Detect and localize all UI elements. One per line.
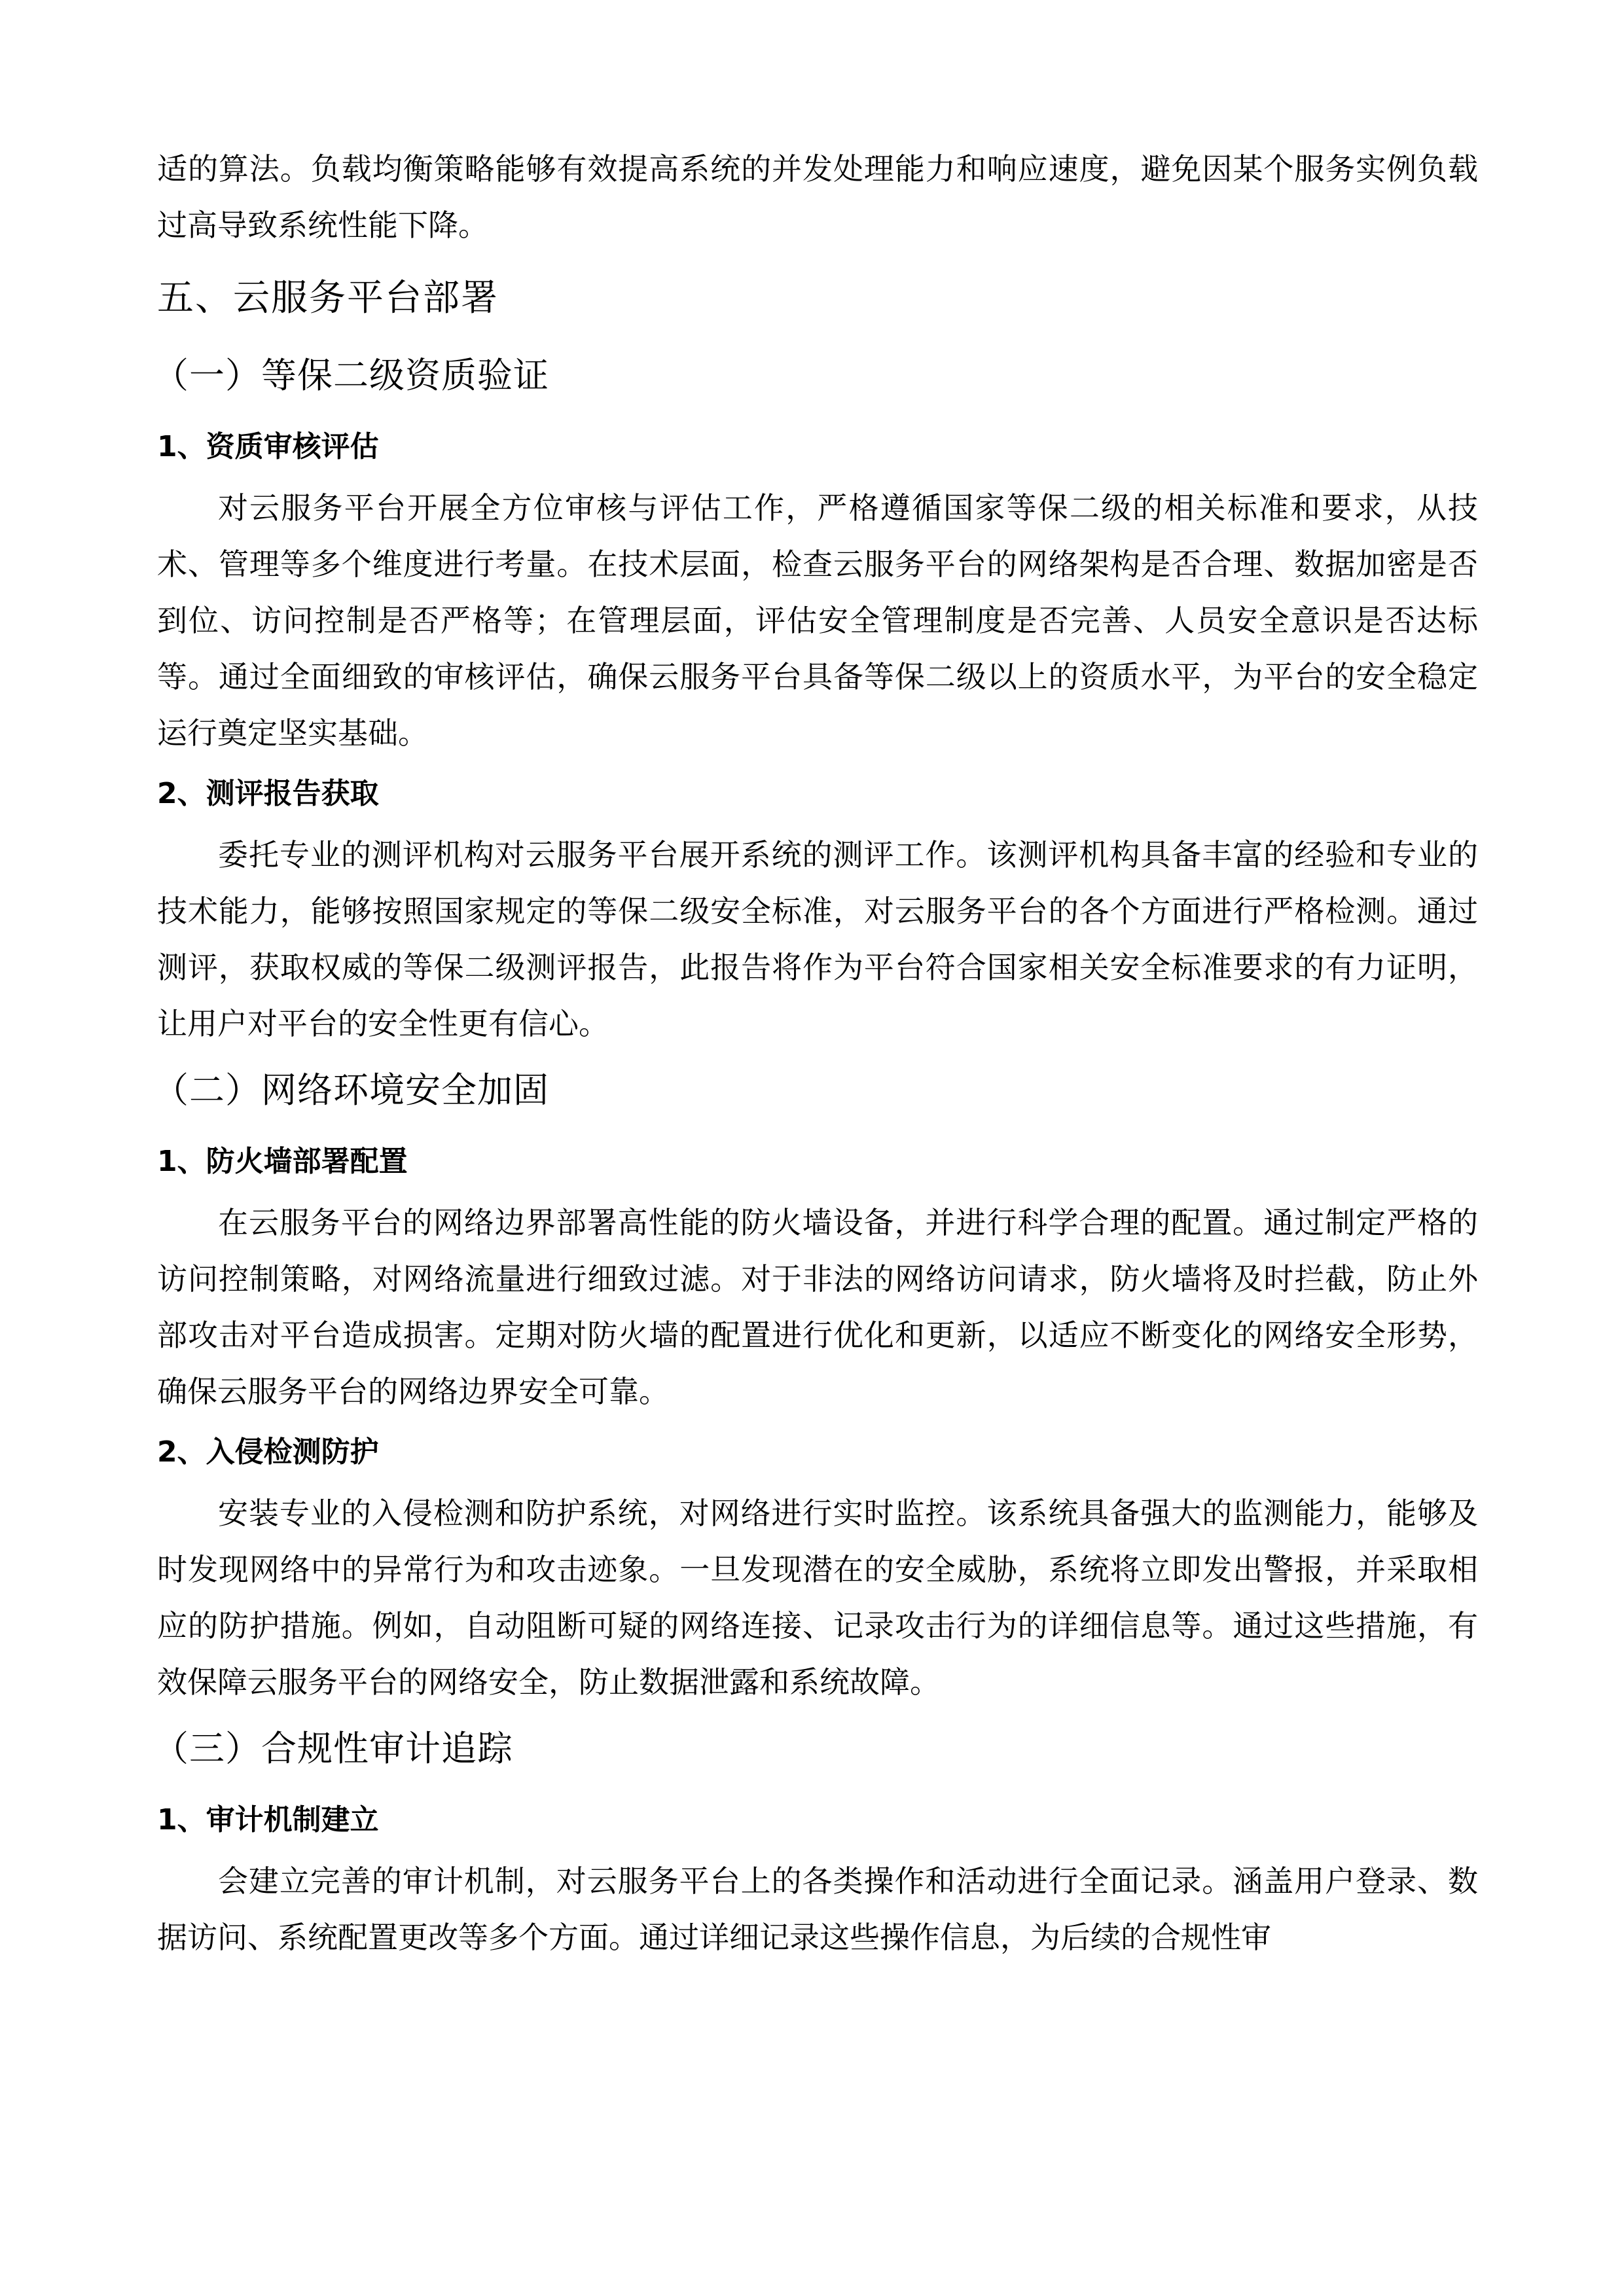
paragraph-continued: 适的算法。负载均衡策略能够有效提高系统的并发处理能力和响应速度，避免因某个服务实例负载过高导致系统性能下降。 bbox=[157, 151, 1478, 243]
item-heading-audit-mechanism: 1、审计机制建立 bbox=[157, 1803, 379, 1837]
section-heading-deployment: 五、云服务平台部署 bbox=[157, 277, 499, 319]
item-heading-qualification-review: 1、资质审核评估 bbox=[157, 430, 379, 463]
item-heading-assessment-report: 2、测评报告获取 bbox=[157, 777, 379, 810]
paragraph-qualification-review: 对云服务平台开展全方位审核与评估工作，严格遵循国家等保二级的相关标准和要求，从技术、管理等多个维度进行考量。在技术层面，检查云服务平台的网络架构是否合理、数据加密是否到位、访问控制是否严格等；在管理层面，评估安全管理制度是否完善、人员安全意识是否达标等。通过全面细致的审核评估，确保云服务平台具备等保二级以上的资质水平，为平台的安全稳定运行奠定坚实基础。 bbox=[157, 490, 1478, 751]
document-page bbox=[153, 141, 1478, 1965]
paragraph-audit-mechanism: 会建立完善的审计机制，对云服务平台上的各类操作和活动进行全面记录。涵盖用户登录、数据访问、系统配置更改等多个方面。通过详细记录这些操作信息，为后续的合规性审 bbox=[157, 1863, 1478, 1955]
subsection-heading-network-hardening: （二）网络环境安全加固 bbox=[153, 1069, 549, 1111]
item-heading-firewall: 1、防火墙部署配置 bbox=[157, 1145, 408, 1178]
subsection-heading-compliance-audit: （三）合规性审计追踪 bbox=[153, 1728, 513, 1769]
item-heading-intrusion-detection: 2、入侵检测防护 bbox=[157, 1435, 379, 1469]
paragraph-firewall: 在云服务平台的网络边界部署高性能的防火墙设备，并进行科学合理的配置。通过制定严格的访问控制策略，对网络流量进行细致过滤。对于非法的网络访问请求，防火墙将及时拦截，防止外部攻击对平台造成损害。定期对防火墙的配置进行优化和更新，以适应不断变化的网络安全形势，确保云服务平台的网络边界安全可靠。 bbox=[157, 1205, 1478, 1409]
subsection-heading-level2-verification: （一）等保二级资质验证 bbox=[153, 355, 549, 396]
paragraph-intrusion-detection: 安装专业的入侵检测和防护系统，对网络进行实时监控。该系统具备强大的监测能力，能够及时发现网络中的异常行为和攻击迹象。一旦发现潜在的安全威胁，系统将立即发出警报，并采取相应的防护措施。例如，自动阻断可疑的网络连接、记录攻击行为的详细信息等。通过这些措施，有效保障云服务平台的网络安全，防止数据泄露和系统故障。 bbox=[157, 1496, 1478, 1700]
paragraph-assessment-report: 委托专业的测评机构对云服务平台展开系统的测评工作。该测评机构具备丰富的经验和专业的技术能力，能够按照国家规定的等保二级安全标准，对云服务平台的各个方面进行严格检测。通过测评，获取权威的等保二级测评报告，此报告将作为平台符合国家相关安全标准要求的有力证明，让用户对平台的安全性更有信心。 bbox=[157, 837, 1478, 1041]
